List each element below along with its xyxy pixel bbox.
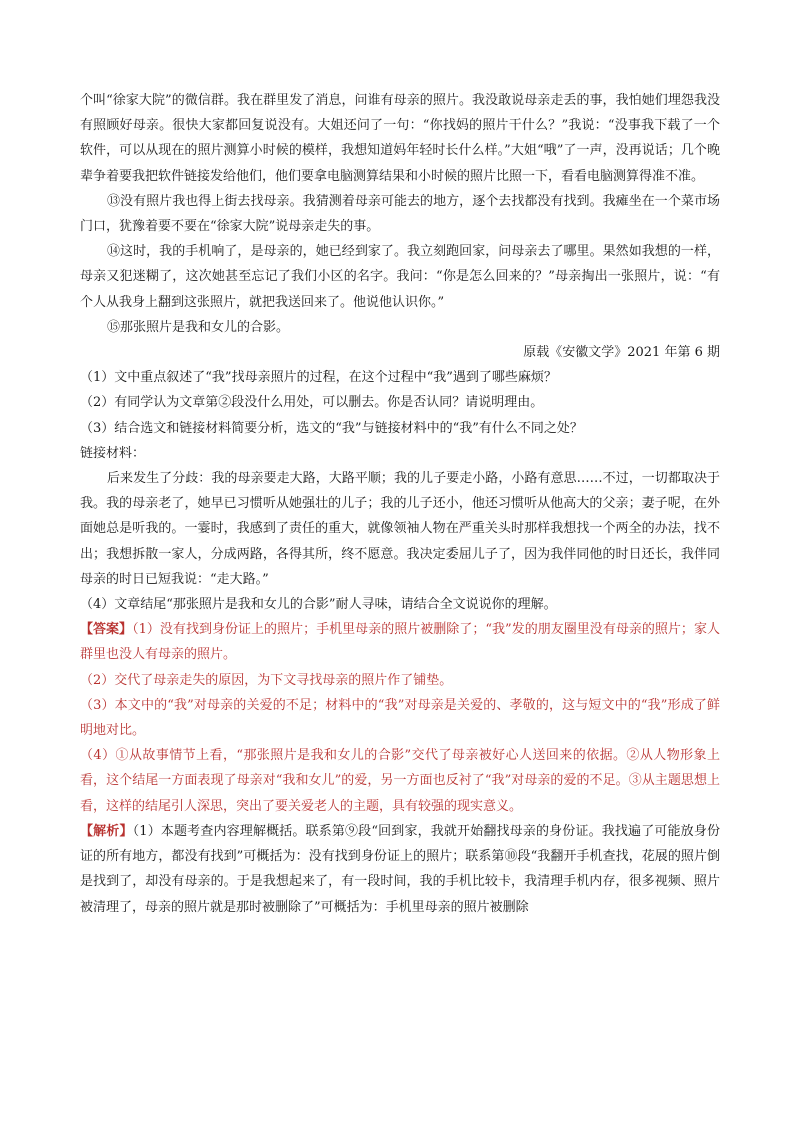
analysis-tag: 【解析】: [80, 823, 133, 839]
question-2: （2）有同学认为文章第②段没什么用处，可以删去。你是否认同？请说明理由。: [80, 395, 544, 411]
answer-tag: 【答案】: [80, 622, 133, 638]
answer-3: （3）本文中的“我”对母亲的关爱的不足；材料中的“我”对母亲是关爱的、孝敬的，这与短文中的“我”形成了鲜明地对比。: [80, 697, 720, 739]
answer-1: [80, 617, 720, 667]
analysis-1: [80, 819, 720, 920]
question-3: （3）结合选文和链接材料简要分析，选文的“我”与链接材料中的“我”有什么不同之处？: [80, 420, 583, 436]
passage-paragraph-13: ⑬没有照片我也得上街去找母亲。我猜测着母亲可能去的地方，逐个去找都没有找到。我瘫坐在一个菜市场门口，犹豫着要不要在“徐家大院”说母亲走失的事。: [80, 193, 720, 235]
link-material-label: 链接材料：: [80, 445, 146, 461]
document-page: [80, 88, 720, 920]
passage-paragraph-12-cont: 个叫“徐家大院”的微信群。我在群里发了消息，问谁有母亲的照片。我没敢说母亲走丢的事，我怕她们埋怨我没有照顾好母亲。很快大家都回复说没有。大姐还问了一句：“你找妈的照片干什么？”我说：“没事我下载了一个软件，可以从现在的照片测算小时候的模样，我想知道妈年轻时长什么样。”大姐“哦”了一声，没再说话；几个晚辈争着要我把软件链接发给他们，他们要拿电脑测算结果和小时候的照片比照一下，看看电脑测算得准不准。: [80, 93, 720, 184]
question-1: （1）文中重点叙述了“我”找母亲照片的过程，在这个过程中“我”遇到了哪些麻烦？: [80, 370, 557, 386]
answer-2: （2）交代了母亲走失的原因，为下文寻找母亲的照片作了铺垫。: [80, 672, 453, 688]
passage-paragraph-15: ⑮那张照片是我和女儿的合影。: [107, 319, 290, 335]
analysis-1-text: （1）本题考查内容理解概括。联系第⑨段“回到家，我就开始翻找母亲的身份证。我找遍了可能放身份证的所有地方，都没有找到”可概括为：没有找到身份证上的照片；联系第⑩段“我翻开手机查找，花展的照片倒是找到了，却没有母亲的。于是我想起来了，有一段时间，我的手机比较卡，我清理手机内存，很多视频、照片被清理了，母亲的照片就是那时被删除了”可概括为：手机里母亲的照片被删除: [80, 823, 720, 915]
answer-1-text: （1）没有找到身份证上的照片；手机里母亲的照片被删除了；“我”发的朋友圈里没有母亲的照片；家人群里也没人有母亲的照片。: [80, 622, 720, 663]
question-4: （4）文章结尾“那张照片是我和女儿的合影”耐人寻味，请结合全文说说你的理解。: [80, 597, 557, 613]
answer-4: （4）①从故事情节上看，“那张照片是我和女儿的合影”交代了母亲被好心人送回来的依据。②从人物形象上看，这个结尾一方面表现了母亲对“我和女儿”的爱，另一方面也反衬了“我”对母亲的爱的不足。③从主题思想上看，这样的结尾引人深思，突出了要关爱老人的主题，具有较强的现实意义。: [80, 748, 720, 814]
passage-source: 原载《安徽文学》2021 年第 6 期: [523, 345, 720, 361]
link-material-text: 后来发生了分歧：我的母亲要走大路，大路平顺；我的儿子要走小路，小路有意思……不过，一切都取决于我。我的母亲老了，她早已习惯听从她强壮的儿子；我的儿子还小，他还习惯听从他高大的父亲；妻子呢，在外面她总是听我的。一霎时，我感到了责任的重大，就像领袖人物在严重关头时那样我想找一个两全的办法，找不出；我想拆散一家人，分成两路，各得其所，终不愿意。我决定委屈儿子了，因为我伴同他的时日还长，我伴同母亲的时日已短我说：“走大路。”: [80, 471, 720, 587]
passage-paragraph-14: ⑭这时，我的手机响了，是母亲的，她已经到家了。我立刻跑回家，问母亲去了哪里。果然如我想的一样，母亲又犯迷糊了，这次她甚至忘记了我们小区的名字。我问：“你是怎么回来的？”母亲掏出一张照片，说：“有个人从我身上翻到这张照片，就把我送回来了。他说他认识你。”: [80, 244, 720, 310]
